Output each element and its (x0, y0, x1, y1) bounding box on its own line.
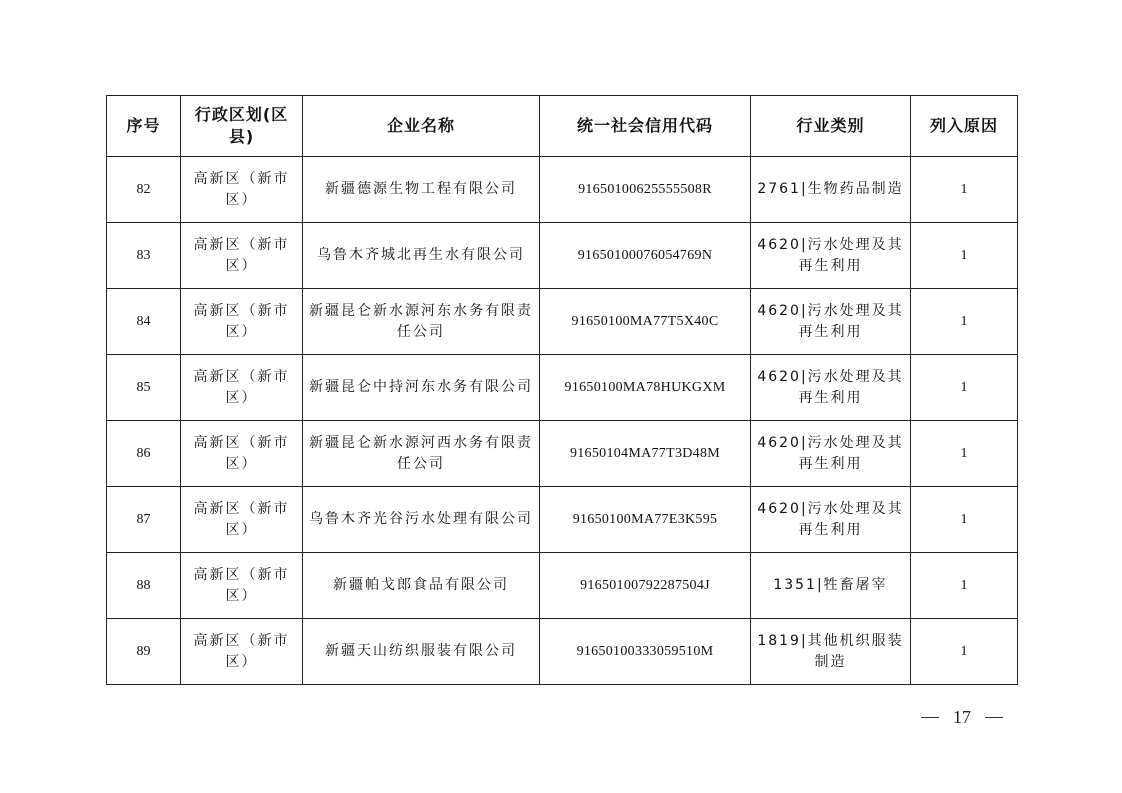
cell-district: 高新区（新市区） (181, 355, 303, 421)
cell-company-name: 乌鲁木齐光谷污水处理有限公司 (303, 487, 540, 553)
cell-reason: 1 (911, 619, 1018, 685)
cell-reason: 1 (911, 355, 1018, 421)
table-row (107, 553, 1018, 619)
cell-company-name: 新疆昆仑新水源河西水务有限责任公司 (303, 421, 540, 487)
cell-industry: 1351|牲畜屠宰 (751, 553, 911, 619)
cell-credit-code: 91650100MA77E3K595 (540, 487, 751, 553)
cell-serial-number: 88 (107, 553, 181, 619)
table-row (107, 289, 1018, 355)
table-row (107, 421, 1018, 487)
cell-company-name: 乌鲁木齐城北再生水有限公司 (303, 223, 540, 289)
cell-credit-code: 91650100792287504J (540, 553, 751, 619)
cell-serial-number: 84 (107, 289, 181, 355)
table-row (107, 619, 1018, 685)
cell-district: 高新区（新市区） (181, 487, 303, 553)
cell-industry: 4620|污水处理及其再生利用 (751, 355, 911, 421)
cell-company-name: 新疆昆仑新水源河东水务有限责任公司 (303, 289, 540, 355)
cell-industry: 2761|生物药品制造 (751, 157, 911, 223)
cell-credit-code: 91650100076054769N (540, 223, 751, 289)
cell-company-name: 新疆昆仑中持河东水务有限公司 (303, 355, 540, 421)
cell-serial-number: 87 (107, 487, 181, 553)
cell-serial-number: 89 (107, 619, 181, 685)
cell-industry: 1819|其他机织服装制造 (751, 619, 911, 685)
page-number-footer (912, 705, 1012, 729)
enterprise-table (106, 95, 1018, 685)
cell-district: 高新区（新市区） (181, 223, 303, 289)
cell-district: 高新区（新市区） (181, 157, 303, 223)
cell-district: 高新区（新市区） (181, 619, 303, 685)
cell-serial-number: 85 (107, 355, 181, 421)
table-row (107, 355, 1018, 421)
cell-industry: 4620|污水处理及其再生利用 (751, 289, 911, 355)
table-row (107, 157, 1018, 223)
cell-district: 高新区（新市区） (181, 421, 303, 487)
cell-district: 高新区（新市区） (181, 289, 303, 355)
cell-reason: 1 (911, 487, 1018, 553)
header-district: 行政区划(区县) (181, 96, 303, 157)
cell-credit-code: 91650100333059510M (540, 619, 751, 685)
cell-serial-number: 86 (107, 421, 181, 487)
table-header-row (107, 96, 1018, 157)
cell-reason: 1 (911, 421, 1018, 487)
cell-credit-code: 91650104MA77T3D48M (540, 421, 751, 487)
cell-industry: 4620|污水处理及其再生利用 (751, 223, 911, 289)
table-row (107, 487, 1018, 553)
header-credit-code: 统一社会信用代码 (540, 96, 751, 157)
cell-company-name: 新疆德源生物工程有限公司 (303, 157, 540, 223)
cell-reason: 1 (911, 289, 1018, 355)
cell-industry: 4620|污水处理及其再生利用 (751, 421, 911, 487)
cell-credit-code: 91650100MA78HUKGXM (540, 355, 751, 421)
cell-reason: 1 (911, 553, 1018, 619)
cell-industry: 4620|污水处理及其再生利用 (751, 487, 911, 553)
cell-serial-number: 82 (107, 157, 181, 223)
header-reason: 列入原因 (911, 96, 1018, 157)
cell-serial-number: 83 (107, 223, 181, 289)
cell-credit-code: 91650100625555508R (540, 157, 751, 223)
left-dash-divider (921, 717, 939, 718)
cell-company-name: 新疆天山纺织服装有限公司 (303, 619, 540, 685)
cell-company-name: 新疆帕戈郎食品有限公司 (303, 553, 540, 619)
cell-credit-code: 91650100MA77T5X40C (540, 289, 751, 355)
header-industry: 行业类别 (751, 96, 911, 157)
table-row (107, 223, 1018, 289)
header-company-name: 企业名称 (303, 96, 540, 157)
cell-district: 高新区（新市区） (181, 553, 303, 619)
cell-reason: 1 (911, 223, 1018, 289)
page-number: 17 (953, 706, 971, 727)
cell-reason: 1 (911, 157, 1018, 223)
right-dash-divider (985, 717, 1003, 718)
header-serial-number: 序号 (107, 96, 181, 157)
